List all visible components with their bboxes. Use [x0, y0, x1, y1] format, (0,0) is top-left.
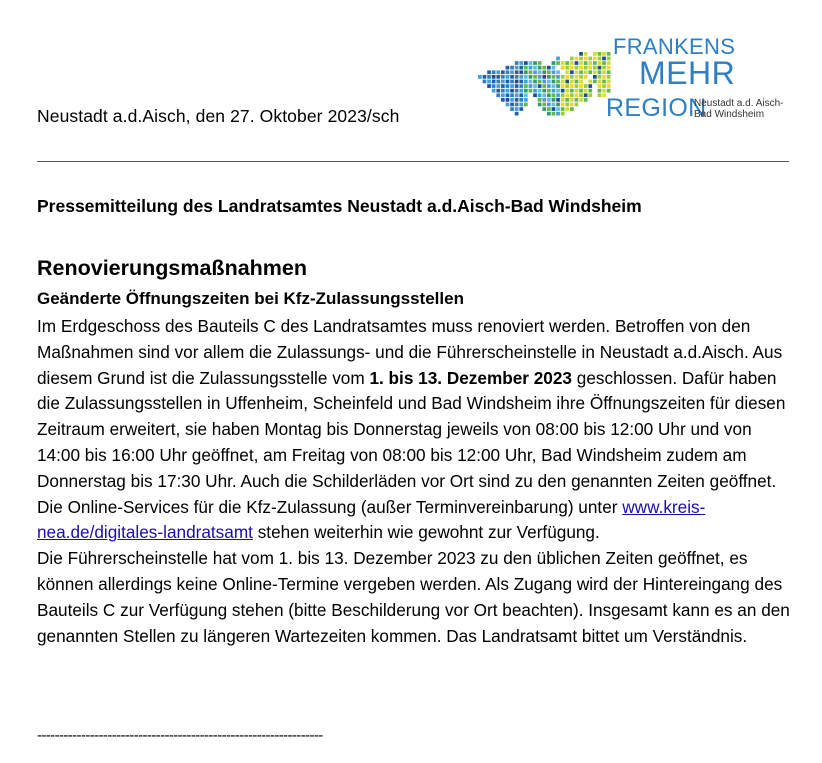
mosaic-tile	[552, 112, 556, 116]
mosaic-tile	[519, 61, 523, 65]
mosaic-tile	[515, 107, 519, 111]
mosaic-tile	[556, 93, 560, 97]
mosaic-tile	[556, 103, 560, 107]
mosaic-tile	[515, 70, 519, 74]
mosaic-tile	[547, 80, 551, 84]
mosaic-tile	[561, 75, 565, 79]
mosaic-tile	[538, 84, 542, 88]
mosaic-tile	[542, 103, 546, 107]
mosaic-tile	[547, 70, 551, 74]
mosaic-tile	[496, 75, 500, 79]
mosaic-tile	[519, 98, 523, 102]
mosaic-tile	[547, 93, 551, 97]
mosaic-tile	[519, 89, 523, 93]
mosaic-tile	[538, 75, 542, 79]
mosaic-tile	[547, 84, 551, 88]
mosaic-tile	[515, 93, 519, 97]
logo-subtitle-line1: Neustadt a.d. Aisch-	[694, 98, 784, 109]
mosaic-tile	[593, 61, 597, 65]
mosaic-tile	[538, 103, 542, 107]
mosaic-tile	[561, 98, 565, 102]
mosaic-tile	[538, 93, 542, 97]
mosaic-tile	[529, 66, 533, 70]
mosaic-tile	[501, 93, 505, 97]
mosaic-tile	[575, 66, 579, 70]
mosaic-tile	[579, 80, 583, 84]
mosaic-tile	[556, 75, 560, 79]
mosaic-tile	[570, 61, 574, 65]
mosaic-tile	[506, 70, 510, 74]
mosaic-tile	[515, 89, 519, 93]
mosaic-tile	[565, 84, 569, 88]
mosaic-tile	[524, 89, 528, 93]
mosaic-tile	[552, 66, 556, 70]
mosaic-tile	[506, 80, 510, 84]
mosaic-tile	[510, 75, 514, 79]
paragraph-1-text-a: Im Erdgeschoss des Bauteils C des Landratsamtes muss renoviert werden. Betroffen von den Maßnahmen sind vor allem die Zulassungs- und die Führerscheinstelle in Neustadt a.d.Aisch. Aus diesem Grund ist die Zulassungsstelle vom	[37, 316, 783, 388]
online-services-link[interactable]: www.kreis-nea.de/digitales-landratsamt	[37, 496, 706, 543]
paragraph-2: Die Führerscheinstelle hat vom 1. bis 13. Dezember 2023 zu den üblichen Zeiten geöffnet, es können allerdings keine Online-Termine vergeben werden. Als Zugang wird der Hintereingang des Bauteils C zur Verfügung stehen (bitte Beschilderung vor Ort beachten). Insgesamt kann es an den genannten Stellen zu längeren Wartezeiten kommen. Das Landratsamt bittet um Verständnis.	[37, 548, 790, 646]
mosaic-tile	[506, 84, 510, 88]
mosaic-tile	[524, 80, 528, 84]
mosaic-tile	[570, 107, 574, 111]
mosaic-tile	[561, 89, 565, 93]
mosaic-tile	[575, 84, 579, 88]
mosaic-tile	[515, 66, 519, 70]
mosaic-tile	[598, 57, 602, 61]
mosaic-tile	[602, 66, 606, 70]
paragraph-1-text-b: geschlossen. Dafür haben die Zulassungsstellen in Uffenheim, Scheinfeld und Bad Windsheim ihre Öffnungszeiten für diesen Zeitraum erweitert, sie haben Montag bis Donnerstag jeweils von 08:00 bis 12:00 Uhr und von 14:00 bis 16:00 Uhr geöffnet, am Freitag von 08:00 bis 12:00 Uhr, Bad Windsheim zudem am Donnerstag bis 17:30 Uhr. Auch die Schilderläden vor Ort sind zu den genannten Zeiten geöffnet. Die Online-Services für die Kfz-Zulassung (außer Terminvereinbarung) unter	[37, 367, 786, 517]
mosaic-tile	[602, 57, 606, 61]
mosaic-tile	[542, 80, 546, 84]
mosaic-tile	[542, 84, 546, 88]
mosaic-tile	[510, 66, 514, 70]
mosaic-tile	[588, 89, 592, 93]
mosaic-tile	[556, 98, 560, 102]
mosaic-tile	[547, 112, 551, 116]
mosaic-tile	[598, 84, 602, 88]
mosaic-tile	[579, 98, 583, 102]
article-body	[37, 314, 797, 649]
mosaic-tile	[588, 93, 592, 97]
mosaic-tile	[593, 52, 597, 56]
mosaic-tile	[510, 80, 514, 84]
closure-dates: 1. bis 13. Dezember 2023	[369, 367, 572, 388]
mosaic-tile	[542, 75, 546, 79]
mosaic-tile	[552, 70, 556, 74]
mosaic-tile	[602, 84, 606, 88]
mosaic-tile	[561, 112, 565, 116]
mosaic-tile	[579, 57, 583, 61]
mosaic-tile	[556, 107, 560, 111]
mosaic-tile	[584, 70, 588, 74]
mosaic-tile	[565, 93, 569, 97]
mosaic-tile	[519, 107, 523, 111]
mosaic-tile	[542, 66, 546, 70]
mosaic-tile	[565, 80, 569, 84]
mosaic-tile	[515, 112, 519, 116]
frankens-mehr-region-logo	[476, 22, 796, 132]
mosaic-tile	[501, 70, 505, 74]
mosaic-tile	[524, 84, 528, 88]
mosaic-tile	[547, 98, 551, 102]
mosaic-tile	[575, 61, 579, 65]
mosaic-tile	[598, 93, 602, 97]
mosaic-tile	[607, 61, 611, 65]
mosaic-tile	[515, 75, 519, 79]
article-heading: Renovierungsmaßnahmen	[37, 256, 307, 280]
mosaic-tile	[556, 84, 560, 88]
mosaic-tile	[533, 61, 537, 65]
mosaic-tile	[524, 61, 528, 65]
mosaic-tile	[492, 70, 496, 74]
mosaic-tile	[552, 75, 556, 79]
mosaic-tile	[524, 98, 528, 102]
mosaic-tile	[492, 75, 496, 79]
mosaic-tile	[552, 93, 556, 97]
mosaic-tile	[593, 70, 597, 74]
mosaic-tile	[575, 57, 579, 61]
mosaic-tile	[588, 66, 592, 70]
mosaic-tile	[547, 66, 551, 70]
mosaic-tile	[602, 75, 606, 79]
mosaic-tile	[584, 66, 588, 70]
mosaic-tile	[556, 61, 560, 65]
mosaic-tile	[556, 89, 560, 93]
mosaic-tile	[510, 103, 514, 107]
mosaic-tile	[588, 61, 592, 65]
mosaic-tile	[552, 98, 556, 102]
mosaic-tile	[492, 84, 496, 88]
mosaic-tile	[588, 70, 592, 74]
mosaic-tile	[584, 93, 588, 97]
mosaic-tile	[570, 70, 574, 74]
mosaic-tile	[533, 75, 537, 79]
paragraph-1-text-c: stehen weiterhin wie gewohnt zur Verfügung.	[252, 522, 600, 543]
mosaic-tile	[529, 80, 533, 84]
mosaic-tile	[598, 52, 602, 56]
end-separator: -----------------------------------------------------------------	[37, 727, 323, 744]
mosaic-tile	[565, 70, 569, 74]
mosaic-tile	[542, 93, 546, 97]
mosaic-tile	[496, 93, 500, 97]
mosaic-tile	[556, 57, 560, 61]
mosaic-tile	[565, 98, 569, 102]
mosaic-tile	[565, 61, 569, 65]
mosaic-tile	[565, 89, 569, 93]
mosaic-tile	[579, 93, 583, 97]
mosaic-tile	[556, 112, 560, 116]
mosaic-tile	[552, 84, 556, 88]
mosaic-tile	[607, 75, 611, 79]
mosaic-tile	[524, 66, 528, 70]
mosaic-tile	[515, 80, 519, 84]
mosaic-tile	[579, 75, 583, 79]
mosaic-tile	[547, 107, 551, 111]
mosaic-tile	[575, 70, 579, 74]
mosaic-tile	[598, 66, 602, 70]
dateline: Neustadt a.d.Aisch, den 27. Oktober 2023/sch	[37, 106, 400, 126]
mosaic-tile	[565, 75, 569, 79]
mosaic-tile	[584, 75, 588, 79]
mosaic-tile	[570, 75, 574, 79]
mosaic-tile	[588, 84, 592, 88]
mosaic-tile	[510, 93, 514, 97]
mosaic-tile	[570, 89, 574, 93]
mosaic-tile	[561, 107, 565, 111]
mosaic-tile	[547, 103, 551, 107]
mosaic-tile	[542, 89, 546, 93]
mosaic-tile	[607, 66, 611, 70]
mosaic-tile	[524, 75, 528, 79]
mosaic-tile	[533, 93, 537, 97]
mosaic-tile	[579, 61, 583, 65]
mosaic-tile	[565, 103, 569, 107]
mosaic-tile	[519, 70, 523, 74]
mosaic-tile	[570, 80, 574, 84]
mosaic-tile	[598, 80, 602, 84]
mosaic-tile	[570, 93, 574, 97]
mosaic-tile	[588, 57, 592, 61]
mosaic-tile	[538, 66, 542, 70]
mosaic-tile	[575, 98, 579, 102]
mosaic-tile	[602, 70, 606, 74]
mosaic-tile	[584, 52, 588, 56]
mosaic-tile	[579, 52, 583, 56]
mosaic-tile	[529, 89, 533, 93]
mosaic-tile	[547, 75, 551, 79]
mosaic-tile	[607, 57, 611, 61]
mosaic-tile	[542, 107, 546, 111]
mosaic-tile	[561, 61, 565, 65]
mosaic-tile	[519, 93, 523, 97]
mosaic-tile	[547, 89, 551, 93]
mosaic-tile	[519, 80, 523, 84]
mosaic-tile	[579, 89, 583, 93]
mosaic-tile	[506, 75, 510, 79]
mosaic-tile	[575, 89, 579, 93]
mosaic-tile	[538, 89, 542, 93]
mosaic-tile	[487, 80, 491, 84]
article-subheading: Geänderte Öffnungszeiten bei Kfz-Zulassungsstellen	[37, 289, 464, 308]
mosaic-tile	[593, 57, 597, 61]
logo-line-region: REGION	[606, 94, 707, 122]
mosaic-tile	[533, 66, 537, 70]
mosaic-tile	[538, 80, 542, 84]
mosaic-tile	[607, 52, 611, 56]
mosaic-tile	[602, 80, 606, 84]
mosaic-tile	[538, 98, 542, 102]
mosaic-logo-icon	[476, 22, 616, 132]
mosaic-tile	[519, 75, 523, 79]
press-release-title: Pressemitteilung des Landratsamtes Neustadt a.d.Aisch-Bad Windsheim	[37, 196, 642, 216]
mosaic-tile	[510, 70, 514, 74]
mosaic-tile	[519, 84, 523, 88]
mosaic-tile	[487, 70, 491, 74]
mosaic-tile	[515, 98, 519, 102]
mosaic-tile	[506, 98, 510, 102]
mosaic-tile	[506, 103, 510, 107]
mosaic-tile	[579, 66, 583, 70]
mosaic-tile	[542, 98, 546, 102]
mosaic-tile	[483, 75, 487, 79]
mosaic-tile	[515, 103, 519, 107]
mosaic-tile	[487, 84, 491, 88]
mosaic-tile	[588, 80, 592, 84]
mosaic-tile	[519, 103, 523, 107]
mosaic-tile	[570, 98, 574, 102]
mosaic-tile	[607, 84, 611, 88]
mosaic-tile	[492, 80, 496, 84]
mosaic-tile	[496, 80, 500, 84]
mosaic-tile	[501, 89, 505, 93]
mosaic-tile	[584, 61, 588, 65]
mosaic-tile	[561, 93, 565, 97]
mosaic-tile	[506, 89, 510, 93]
mosaic-tile	[607, 80, 611, 84]
mosaic-tile	[561, 103, 565, 107]
mosaic-tile	[533, 80, 537, 84]
mosaic-tile	[584, 84, 588, 88]
mosaic-tile	[598, 89, 602, 93]
mosaic-tile	[579, 84, 583, 88]
mosaic-tile	[602, 89, 606, 93]
mosaic-tile	[529, 84, 533, 88]
mosaic-tile	[598, 61, 602, 65]
mosaic-tile	[515, 61, 519, 65]
mosaic-tile	[496, 84, 500, 88]
mosaic-tile	[529, 61, 533, 65]
mosaic-tile	[579, 70, 583, 74]
mosaic-tile	[607, 89, 611, 93]
mosaic-tile	[510, 89, 514, 93]
mosaic-tile	[510, 98, 514, 102]
mosaic-tile	[593, 80, 597, 84]
mosaic-tile	[529, 70, 533, 74]
mosaic-tile	[496, 70, 500, 74]
mosaic-tile	[561, 66, 565, 70]
mosaic-tile	[602, 52, 606, 56]
mosaic-tile	[570, 84, 574, 88]
mosaic-tile	[575, 80, 579, 84]
mosaic-tile	[552, 89, 556, 93]
mosaic-tile	[533, 84, 537, 88]
mosaic-tile	[533, 89, 537, 93]
logo-subtitle	[694, 98, 784, 120]
mosaic-tile	[602, 61, 606, 65]
mosaic-tile	[565, 66, 569, 70]
mosaic-tile	[506, 93, 510, 97]
mosaic-tile	[570, 57, 574, 61]
mosaic-tile	[519, 66, 523, 70]
mosaic-tile	[538, 70, 542, 74]
mosaic-tile	[496, 89, 500, 93]
mosaic-tile	[510, 107, 514, 111]
logo-subtitle-line2: Bad Windsheim	[694, 109, 765, 120]
mosaic-tile	[556, 70, 560, 74]
mosaic-tile	[510, 84, 514, 88]
mosaic-tile	[593, 75, 597, 79]
mosaic-tile	[565, 107, 569, 111]
mosaic-tile	[598, 70, 602, 74]
paragraph-1	[37, 314, 797, 546]
mosaic-tile	[524, 70, 528, 74]
mosaic-tile	[561, 84, 565, 88]
mosaic-tile	[533, 70, 537, 74]
mosaic-tile	[575, 75, 579, 79]
mosaic-tile	[501, 84, 505, 88]
header-divider	[37, 161, 789, 162]
mosaic-tile	[593, 66, 597, 70]
mosaic-tile	[524, 103, 528, 107]
mosaic-tile	[501, 75, 505, 79]
mosaic-tile	[501, 80, 505, 84]
logo-line-frankens: FRANKENS	[613, 34, 736, 59]
mosaic-tile	[584, 89, 588, 93]
mosaic-tile	[598, 75, 602, 79]
mosaic-tile	[478, 75, 482, 79]
mosaic-tile	[506, 66, 510, 70]
logo-line-mehr: MEHR	[639, 55, 736, 91]
mosaic-tile	[584, 98, 588, 102]
mosaic-tile	[570, 103, 574, 107]
mosaic-tile	[542, 70, 546, 74]
mosaic-tile	[556, 80, 560, 84]
mosaic-tile	[487, 75, 491, 79]
mosaic-tile	[552, 103, 556, 107]
mosaic-tile	[575, 93, 579, 97]
mosaic-tile	[483, 80, 487, 84]
mosaic-tile	[552, 107, 556, 111]
mosaic-tile	[575, 103, 579, 107]
mosaic-tile	[552, 61, 556, 65]
mosaic-tile	[561, 80, 565, 84]
mosaic-tile	[538, 61, 542, 65]
mosaic-tile	[524, 93, 528, 97]
mosaic-tile	[584, 57, 588, 61]
mosaic-tile	[529, 75, 533, 79]
mosaic-tile	[552, 80, 556, 84]
mosaic-tile	[492, 89, 496, 93]
mosaic-tile	[501, 98, 505, 102]
mosaic-tile	[515, 84, 519, 88]
mosaic-tile	[607, 70, 611, 74]
mosaic-tile	[570, 66, 574, 70]
